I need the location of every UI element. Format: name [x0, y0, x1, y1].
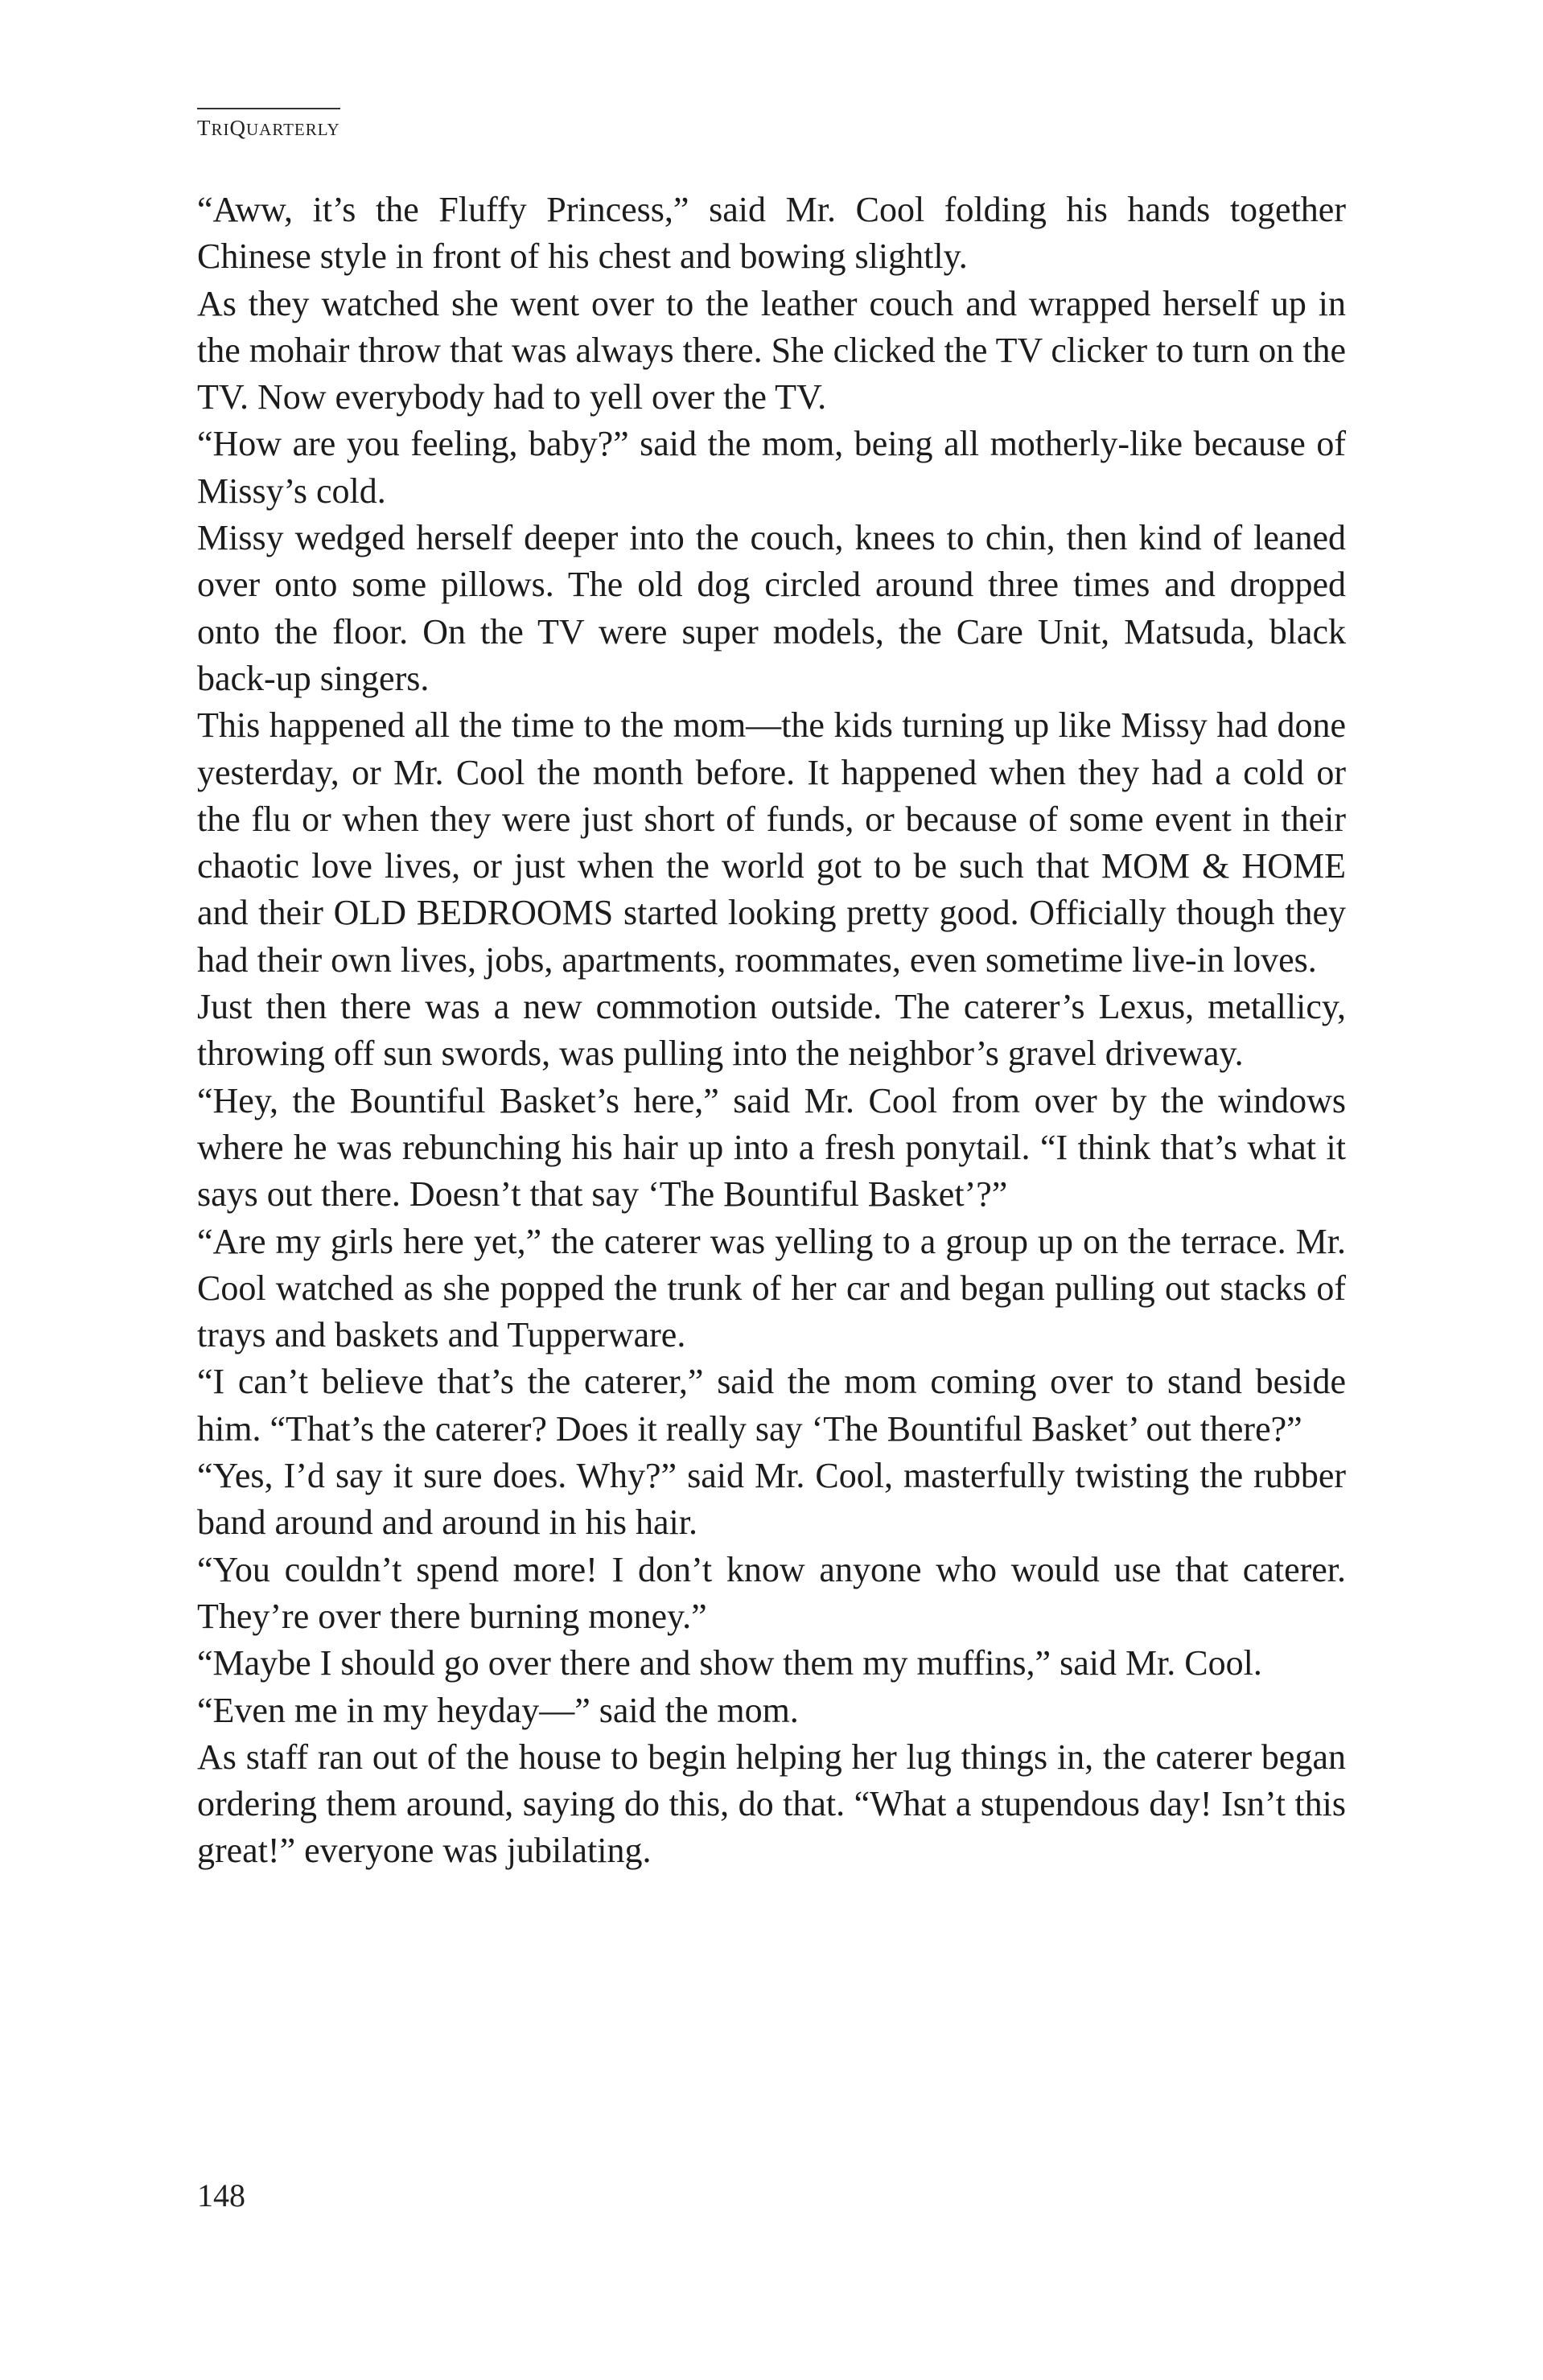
paragraph: “How are you feeling, baby?” said the mom, being all motherly-like because of Missy’s cold. — [197, 424, 1346, 511]
paragraph: “Yes, I’d say it sure does. Why?” said Mr. Cool, masterfully twisting the rubber band around and around in his hair. — [197, 1456, 1346, 1543]
running-head-initial-2: Q — [229, 116, 246, 140]
paragraph: “Maybe I should go over there and show them my muffins,” said Mr. Cool. — [197, 1643, 1262, 1683]
paragraph: “You couldn’t spend more! I don’t know anyone who would use that caterer. They’re over there burning money.” — [197, 1549, 1346, 1636]
paragraph: “Even me in my heyday—” said the mom. — [197, 1690, 799, 1730]
paragraph: Missy wedged herself deeper into the couch, knees to chin, then kind of leaned over onto some pillows. The old dog circled around three times and dropped onto the floor. On the TV were super models, the Care Unit, Matsuda, black back-up singers. — [197, 518, 1346, 698]
paragraph: Just then there was a new commotion outside. The caterer’s Lexus, metallicy, throwing off sun swords, was pulling into the neighbor’s gravel driveway. — [197, 987, 1346, 1074]
page-number: 148 — [197, 2177, 245, 2214]
running-head — [197, 108, 340, 141]
paragraph: “Are my girls here yet,” the caterer was yelling to a group up on the terrace. Mr. Cool watched as she popped the trunk of her car and began pulling out stacks of trays and baskets and Tupperware. — [197, 1221, 1346, 1355]
paragraph: “Aww, it’s the Fluffy Princess,” said Mr. Cool folding his hands together Chinese style in front of his chest and bowing slightly. — [197, 190, 1346, 277]
running-head-small-caps-2: UARTERLY — [246, 120, 340, 139]
paragraph: “Hey, the Bountiful Basket’s here,” said Mr. Cool from over by the windows where he was rebunching his hair up into a fresh ponytail. “I think that’s what it says out there. Doesn’t that say ‘The Bountiful Basket’?” — [197, 1080, 1346, 1215]
running-head-initial-1: T — [197, 116, 212, 140]
paragraph: As staff ran out of the house to begin helping her lug things in, the caterer began ordering them around, saying do this, do that. “What a stupendous day! Isn’t this great!” everyone was jubilating. — [197, 1737, 1346, 1871]
paragraph: As they watched she went over to the leather couch and wrapped herself up in the mohair throw that was always there. She clicked the TV clicker to turn on the TV. Now everybody had to yell over the TV. — [197, 283, 1346, 417]
running-head-small-caps-1: RI — [211, 120, 230, 139]
paragraph: “I can’t believe that’s the caterer,” said the mom coming over to stand beside him. “That’s the caterer? Does it really say ‘The Bountiful Basket’ out there?” — [197, 1362, 1346, 1449]
paragraph: This happened all the time to the mom—the kids turning up like Missy had done yesterday, or Mr. Cool the month before. It happened when they had a cold or the flu or when they were just short of funds, or because of some event in their chaotic love lives, or just when the world got to be such that MOM & HOME and their OLD BEDROOMS started looking pretty good. Officially though they had their own lives, jobs, apartments, roommates, even sometime live-in loves. — [197, 705, 1346, 980]
body-text — [197, 187, 1346, 1875]
